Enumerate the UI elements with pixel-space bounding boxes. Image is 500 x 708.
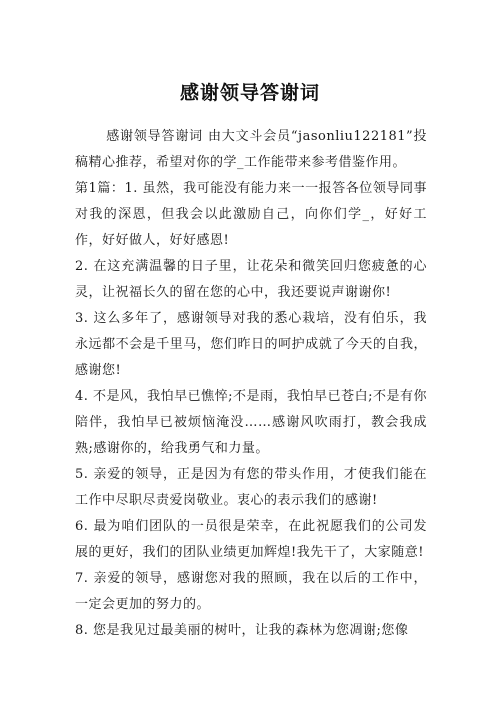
paragraph-8: 8. 您是我见过最美丽的树叶，让我的森林为您凋谢;您像 (75, 623, 409, 638)
paragraph-5: 5. 亲爱的领导，正是因为有您的带头作用，才使我们能在工作中尽职尽责爱岗敬业。衷心的表示我们的感谢! (75, 467, 427, 508)
intro-paragraph: 感谢领导答谢词 由大文斗会员“jasonliu122181”投稿精心推荐，希望对你的学_工作能带来参考借鉴作用。 (75, 129, 427, 170)
paragraph-3: 3. 这么多年了，感谢领导对我的悉心栽培，没有伯乐，我永远都不会是千里马，您们昨日的呵护成就了今天的自我，感谢您! (75, 311, 427, 378)
document-title: 感谢领导答谢词 (179, 82, 320, 104)
paragraph-1: 第1篇：1. 虽然，我可能没有能力来一一报答各位领导同事对我的深恩，但我会以此激励自己，向你们学_，好好工作，好好做人，好好感恩! (75, 181, 427, 248)
paragraph-7: 7. 亲爱的领导，感谢您对我的照顾，我在以后的工作中，一定会更加的努力的。 (75, 571, 427, 612)
paragraph-4: 4. 不是风，我怕早已憔悴;不是雨，我怕早已苍白;不是有你陪伴，我怕早已被烦恼淹没……感谢风吹雨打，教会我成熟;感谢你的，给我勇气和力量。 (75, 389, 427, 456)
paragraph-6: 6. 最为咱们团队的一员很是荣幸，在此祝愿我们的公司发展的更好，我们的团队业绩更加辉煌!我先干了，大家随意! (75, 519, 427, 560)
paragraph-2: 2. 在这充满温馨的日子里，让花朵和微笑回归您疲惫的心灵，让祝福长久的留在您的心中，我还要说声谢谢你! (75, 259, 427, 300)
document-body (75, 124, 427, 708)
